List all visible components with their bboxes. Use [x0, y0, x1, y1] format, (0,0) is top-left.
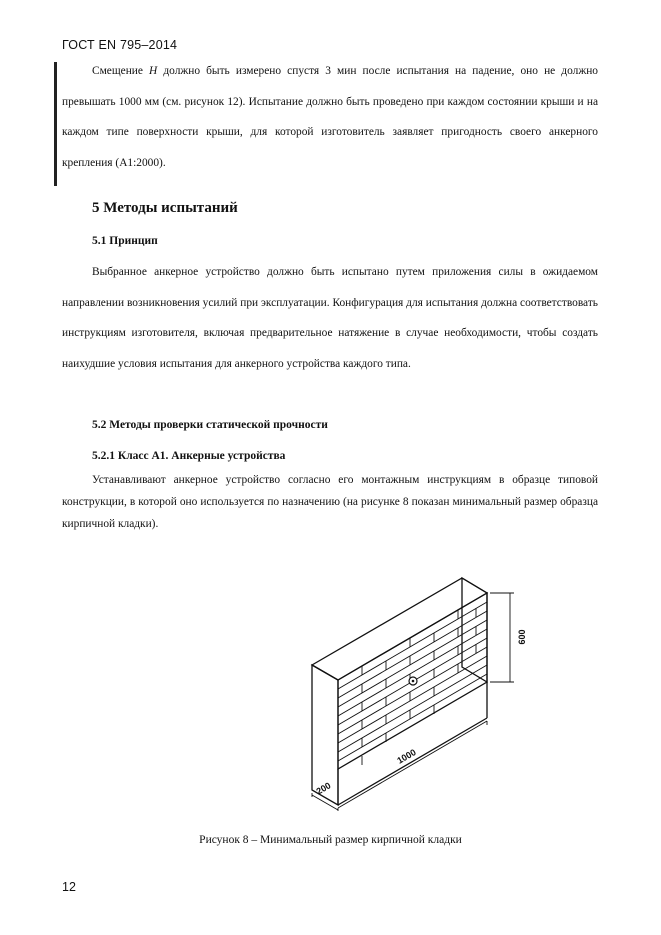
dimension-lines: [312, 593, 514, 811]
intro-variable: H: [149, 65, 158, 77]
section-5-1-paragraph: Выбранное анкерное устройство должно быть испытано путем приложения силы в ожидаемом направлении возникновения усилий при эксплуатации. Конфигурация для испытания должна соответствовать инструкциям изготовителя, включая предварительное натяжение в случае необходимости, чтобы создать наихудшие условия испытания для анкерного устройства каждого типа.: [62, 266, 598, 370]
wall-outline: [312, 578, 487, 805]
brick-wall-drawing: [300, 575, 540, 815]
section-5-2-1-heading: 5.2.1 Класс А1. Анкерные устройства: [92, 450, 286, 462]
document-code: ГОСТ EN 795–2014: [62, 38, 178, 52]
intro-text-after: должно быть измерено спустя 3 мин после испытания на падение, оно не должно превышать 1000 мм (см. рисунок 12). Испытание должно быть проведено при каждом состоянии крыши и на каждом типе поверхности крыши, для которой изготовитель заявляет пригодность своего анкерного крепления (А1:2000).: [62, 65, 598, 169]
anchor-point: [409, 677, 417, 685]
section-5-2-1-paragraph: Устанавливают анкерное устройство согласно его монтажным инструкциям в образце типовой конструкции, в которой оно используется по назначению (на рисунке 8 показан минимальный размер образца кирпичной кладки).: [62, 474, 598, 530]
change-bar: [54, 62, 57, 186]
intro-text-before: Смещение: [92, 65, 150, 77]
section-5-2-heading: 5.2 Методы проверки статической прочности: [92, 419, 328, 431]
brick-wall-figure: [300, 575, 540, 820]
figure-caption: Рисунок 8 – Минимальный размер кирпичной кладки: [199, 834, 462, 846]
dimension-depth-label: 200: [314, 780, 333, 797]
page-number: 12: [62, 880, 76, 894]
dimension-height-label: 600: [517, 629, 527, 645]
section-5-1-heading: 5.1 Принцип: [92, 235, 158, 247]
section-5-heading: 5 Методы испытаний: [92, 200, 238, 216]
dimension-length-label: 1000: [395, 747, 418, 766]
intro-paragraph: [62, 56, 598, 178]
